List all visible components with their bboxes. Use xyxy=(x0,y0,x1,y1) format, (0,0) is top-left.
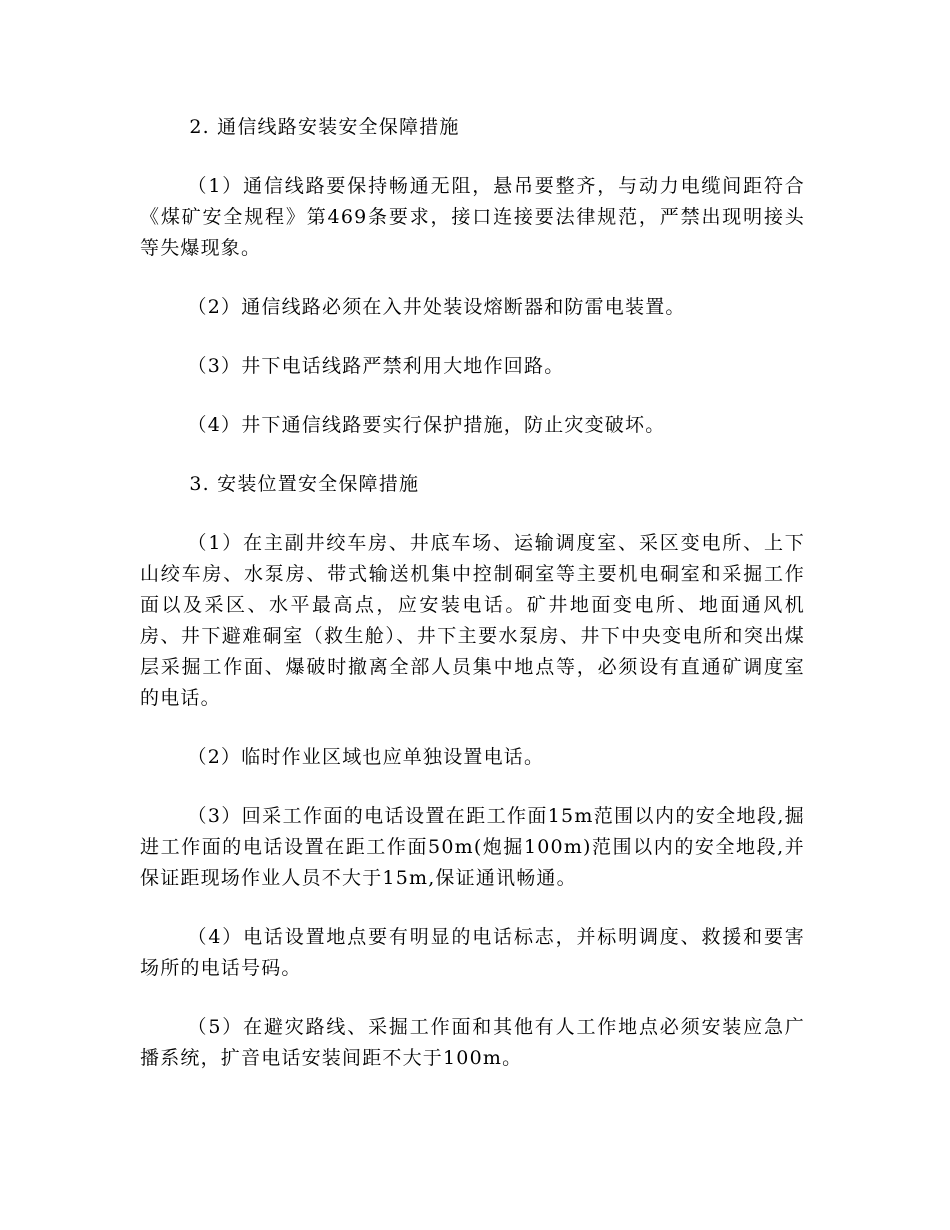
paragraph-3-3: （3）回采工作面的电话设置在距工作面15m范围以内的安全地段,掘进工作面的电话设置在距工作面50m(炮掘100m)范围以内的安全地段,并保证距现场作业人员不大于15m,保证通讯畅通。 xyxy=(140,805,805,889)
paragraph-3-2: （2）临时作业区域也应单独设置电话。 xyxy=(187,746,545,768)
paragraph-2-4: （4）井下通信线路要实行保护措施，防止灾变破坏。 xyxy=(187,414,666,436)
paragraph-3-4: （4）电话设置地点要有明显的电话标志，并标明调度、救援和要害场所的电话号码。 xyxy=(140,926,805,979)
paragraph-2-3: （3）井下电话线路严禁利用大地作回路。 xyxy=(187,355,565,377)
section-heading-installation-location: 3. 安装位置安全保障措施 xyxy=(189,473,420,495)
section-heading-communication-lines: 2. 通信线路安装安全保障措施 xyxy=(189,116,460,138)
paragraph-3-1: （1）在主副井绞车房、井底车场、运输调度室、采区变电所、上下山绞车房、水泵房、带式输送机集中控制硐室等主要机电硐室和采掘工作面以及采区、水平最高点，应安装电话。矿井地面变电所、地面通风机房、井下避难硐室（救生舱）、井下主要水泵房、井下中央变电所和突出煤层采掘工作面、爆破时撤离全部人员集中地点等，必须设有直通矿调度室的电话。 xyxy=(140,532,805,709)
paragraph-2-2: （2）通信线路必须在入井处装设熔断器和防雷电装置。 xyxy=(187,296,686,318)
document-body xyxy=(140,112,805,1102)
paragraph-3-5: （5）在避灾路线、采掘工作面和其他有人工作地点必须安装应急广播系统，扩音电话安装间距不大于100m。 xyxy=(140,1016,805,1069)
paragraph-2-1: （1）通信线路要保持畅通无阻，悬吊要整齐，与动力电缆间距符合《煤矿安全规程》第469条要求，接口连接要法律规范，严禁出现明接头等失爆现象。 xyxy=(140,175,805,259)
